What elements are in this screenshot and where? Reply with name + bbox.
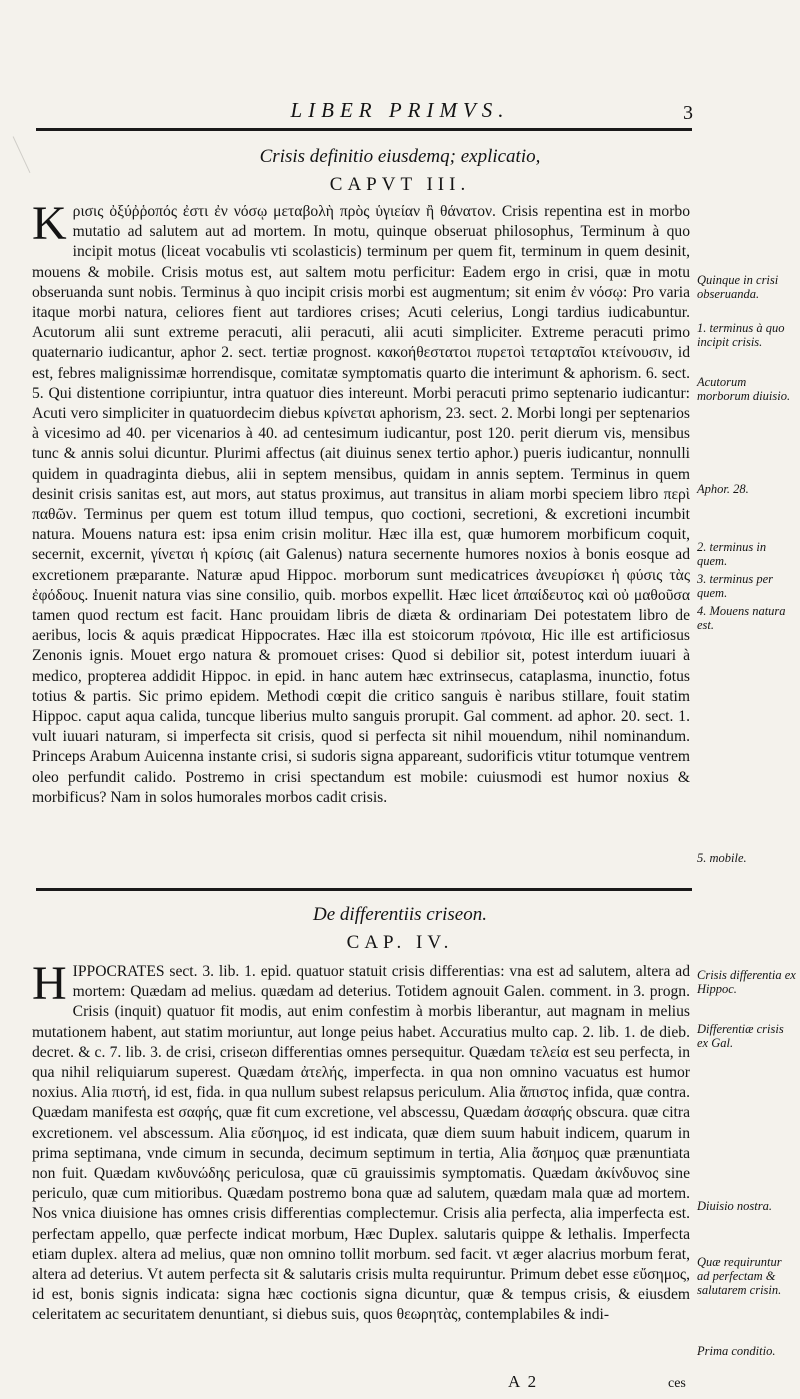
margin-note: 4. Mouens natura est. [697,604,786,632]
margin-note: Quinque in crisi obseruanda. [697,273,779,301]
catchword: ces [668,1376,686,1391]
margin-note: 1. terminus à quo incipit crisis. [697,321,785,349]
margin-note: 5. mobile. [697,851,747,865]
margin-note: Differentiæ crisis ex Gal. [697,1022,784,1050]
margin-note: 2. terminus in quem. [697,540,767,568]
chapter-4-title: De differentiis criseon. [313,904,487,925]
margin-note: Quæ requiruntur ad perfectam & salutarem crisin. [697,1255,782,1297]
margin-note: Aphor. 28. [697,482,749,496]
signature-mark: A 2 [508,1372,539,1391]
margin-note: Acutorum morborum diuisio. [697,375,791,403]
margin-note: Diuisio nostra. [697,1199,773,1213]
chapter-3-number: CAPVT III. [329,174,471,195]
margin-note: Prima conditio. [697,1344,776,1358]
chapter-3-dropcap: K [32,197,67,250]
header-rule [36,128,692,131]
chapter-3-title: Crisis definitio eiusdemq; explicatio, [259,146,541,167]
chapter-3-text: ρισις ὀξύῤῥοπός ἐστι ἐν νόσῳ μεταβολὴ πρὸς ὑγιείαν ἢ θάνατον. Crisis repentina est in morbo mutatio ad salutem aut ad mortem. In motu, quinque obseruat philosophus, Terminum à quo incipit motus (liceat vocabulis vti scolasticis) terminum per quem fit, terminum in quem desinit, mouens & mobile. Crisis motus est, aut saltem motu perficitur: Eadem ergo in crisi, quæ in motu obseruanda sunt nobis. Terminus à quo incipit crisis morbi est augmentum; sit enim ἐν νόσῳ: Pro varia itaque morbi natura, celiores fient aut tardiores crises; Acuti celerius, Longi tardius iudicabuntur. Acutorum alii sunt extreme peracuti, alii peracuti, alii acuti simpliciter. Extreme peracuti primo quaternario iudicantur, aphor 2. sect. tertiæ prognost. κακοήθεστατοι πυρετοὶ τεταρταῖοι κτείνουσιν, id est, febres malignissimæ horrendisque, comitatæ symptomatis quarto die interimunt & aphorism. 6. sect. 5. Qui distentione corripiuntur, intra quatuor dies intereunt. Morbi peracuti primo septenario iudicantur: Acuti vero simpliciter in quatuordecim diebus κρίνεται aphorism, 23. sect. 2. Morbi longi per septenarios à vicesimo ad 40. per vicenarios à 40. ad centesimum iudicantur, post 120. perit dierum vis, mensibus tunc & annis solui dicuntur. Plurimi affectus (ait diuinus senex tertio aphor.) pueris iudicantur, nonnulli quidem in quadraginta diebus, alii in septem mensibus, quidam in annis septem. Terminus in quem desinit crisis sanitas est, aut mors, aut status proximus, aut transitus in aliam morbi speciem libro περὶ παθῶν. Terminus per quem est totum illud tempus, quo coctioni, secretioni, & excretioni incumbit natura. Mouens natura est: ipsa enim crisin molitur. Hæc illa est, quæ humorem morbificum coquit, secernit, excernit, γίνεται ἡ κρίσις (ait Galenus) natura secernente humores noxios à bonis eosque ad excretionem præparante. Naturæ apud Hippoc. morborum sunt medicatrices ἀνευρίσκει ἡ φύσις τὰς ἐφόδους. Inuenit natura vias sine consilio, quib. morbos expellit. Hæc licet ἀπαίδευτος καὶ οὐ μαθοῦσα tamen quod rectum est facit. Hanc prouidam libris de diæta & ordinariam Dei potestatem libro de aeribus, locis & aquis prædicat Hippocrates. Hæc illa est stoicorum πρόνοια, Hic ille est artificiosus Zenonis ignis. Mouet ergo natura & promouet crises: Quod si debilior sit, potest interdum iuuari à medico, propterea addidit Hippoc. in epid. in hanc autem hæc extrinsecus, cataplasma, inunctio, fotus totius & partis. Sic primo epidem. Methodi cœpit die critico sanguis è naribus stillare, fouit statim Hippoc. caput aqua calida, tuncque liberius multo sanguis prorupit. Gal comment. ad aphor. 20. sect. 1. vult iuuari naturam, si imperfecta sit crisis, quod si perfecta sit nihil mouendum, nihil nominandum. Princeps Arabum Auicenna instante crisi, si sudoris signa appareant, sudorificis vtitur totumque ventrem oleo perfundit calido. Postremo in crisi spectandum est mobile: cuiusmodi est humor noxius & morbificus? Nam in solos humorales morbos cadit crisis. [32,203,690,806]
chapter-4-dropcap: H [32,957,67,1010]
chapter-4-body [32,957,690,1326]
margin-note: 3. terminus per quem. [697,572,774,600]
section-rule [36,888,692,891]
margin-note: Crisis differentia ex Hippoc. [697,968,796,996]
chapter-4-text: IPPOCRATES sect. 3. lib. 1. epid. quatuor statuit crisis differentias: vna est ad salutem, altera ad mortem: Quædam ad melius. quædam ad deterius. Totidem agnouit Galen. comment. in 3. progn. Crisis (inquit) quatuor fit modis, aut enim confestim à morbis liberantur, aut magnam in melius mutationem habent, aut statim moriuntur, aut longe peius habet. Accuratius multo cap. 2. lib. 1. de dieb. decret. & c. 7. lib. 3. de crisi, criseωn differentias omnes persequitur. Quædam τελεία est seu perfecta, in qua nihil reliquiarum superest. Quædam ἀτελής, imperfecta. in qua non omnino vacuatus est humor noxius. Alia πιστή, id est, fida. in qua nullum subest relapsus periculum. Alia ἄπιστος infida, quæ contra. Quædam manifesta est σαφής, quæ fit cum excretione, vel abscessu, Quædam ἀσαφής obscura. quæ citra excretionem. vel abscessum. Alia εὔσημος, id est indicata, quæ diem suum habuit indicem, quarum in prima septimana, vnde cimum in secunda, decimum septimum in tertia, Alia ἄσημος quæ prænuntiata non fuit. Quædam κινδυνώδης periculosa, quæ cū grauissimis symptomatis. Quædam ἀκίνδυνος sine periculo, quæ cum mitioribus. Quædam postremo bona quæ ad salutem, quædam mala quæ ad mortem. Nos vnica diuisione has omnes crisis differentias complectemur. Crisis alia perfecta, alia imperfecta est. perfectam appello, quæ perfecte indicat morbum, Hæc Duplex. salutaris quippe & lethalis. Imperfecta etiam duplex. altera ad melius, quæ non omnino tollit morbum. sed facit. vt æger alacrius morbum ferat, altera ad deterius. Vt autem perfecta sit & salutaris crisis multa requiruntur. Primum debet esse εὔσημος, id est, bonis signis indicata: signa hæc coctionis signa dicuntur, quæ & tempus crisis, & eiusdem celeritatem ac securitatem denuntiant, si diebus suis, quos θεωρητὰς, contemplabiles & indi- [32,963,690,1324]
chapter-4-number: CAP. IV. [346,932,454,953]
running-head: LIBER PRIMVS. [290,98,510,122]
page-number: 3 [683,102,693,124]
chapter-3-body [32,197,690,808]
